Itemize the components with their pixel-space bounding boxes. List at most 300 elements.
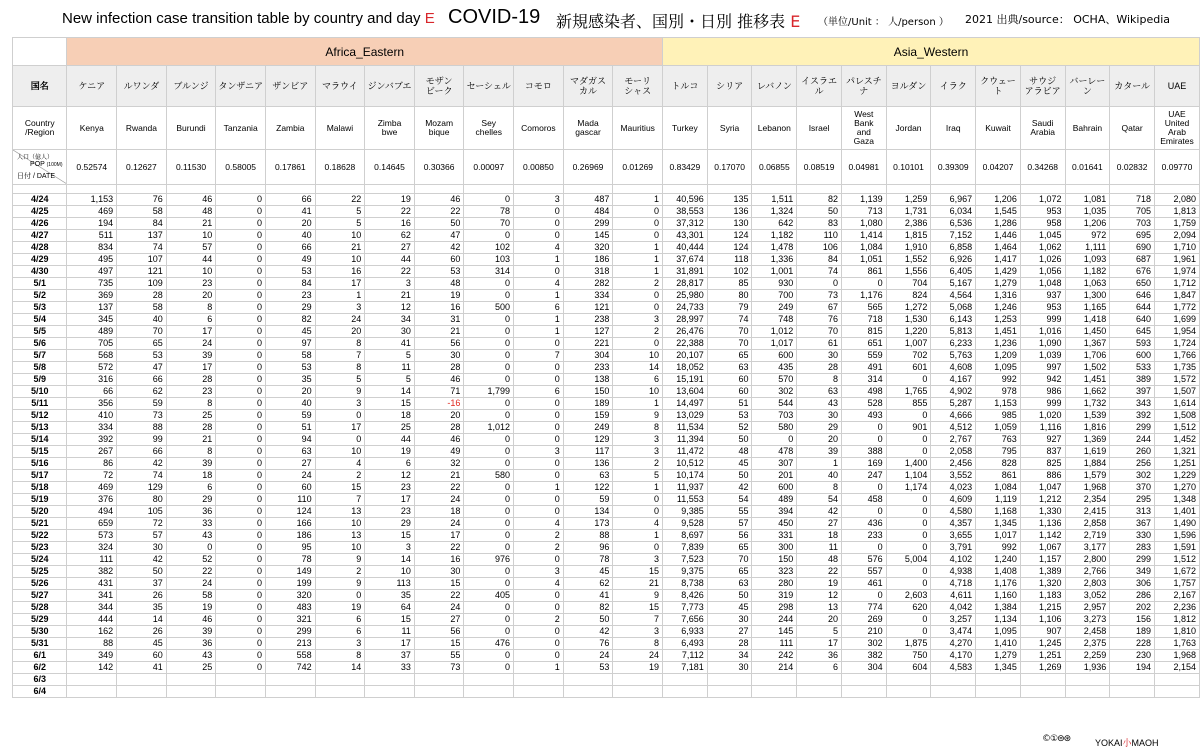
country-name-en: Syria: [707, 107, 752, 150]
spacer-cell: [166, 185, 216, 194]
case-cell: 1,478: [752, 242, 797, 254]
case-cell: 392: [67, 434, 117, 446]
case-cell: 1,451: [1065, 374, 1110, 386]
case-cell: 0: [514, 506, 564, 518]
table-row: [13, 590, 1200, 602]
spacer-cell: [13, 185, 67, 194]
case-cell: 855: [886, 398, 931, 410]
case-cell: 63: [797, 386, 842, 398]
case-cell: 1,710: [1154, 242, 1199, 254]
case-cell: 50: [117, 566, 167, 578]
case-cell: 1,512: [1154, 554, 1199, 566]
case-cell: 544: [752, 398, 797, 410]
case-cell: 2: [514, 542, 564, 554]
case-cell: 837: [1020, 446, 1065, 458]
case-cell: 135: [707, 194, 752, 206]
country-name-en: Malawi: [315, 107, 365, 150]
case-cell: 1,245: [1020, 638, 1065, 650]
case-cell: 19: [166, 602, 216, 614]
case-cell: 14: [613, 362, 663, 374]
case-cell: 142: [67, 662, 117, 674]
case-cell: 65: [707, 566, 752, 578]
case-cell: 102: [707, 266, 752, 278]
case-cell: 30: [117, 542, 167, 554]
case-cell: 1,157: [1020, 554, 1065, 566]
case-cell: 66: [67, 386, 117, 398]
case-cell: 1,236: [976, 338, 1021, 350]
case-cell: 1,367: [1065, 338, 1110, 350]
case-cell: 0: [216, 662, 266, 674]
case-cell: 942: [1020, 374, 1065, 386]
case-cell: [1065, 674, 1110, 686]
case-cell: 1,016: [1020, 326, 1065, 338]
case-cell: 774: [841, 602, 886, 614]
case-cell: 103: [464, 254, 514, 266]
date-cell: 5/3: [13, 302, 67, 314]
case-cell: 1,490: [1154, 518, 1199, 530]
case-cell: 31: [414, 314, 464, 326]
case-cell: 23: [166, 278, 216, 290]
case-cell: 4: [514, 578, 564, 590]
date-cell: 5/8: [13, 362, 67, 374]
case-cell: 249: [563, 422, 613, 434]
case-cell: 14,497: [663, 398, 708, 410]
case-cell: 48: [414, 278, 464, 290]
table-row: [13, 674, 1200, 686]
case-cell: 30: [797, 350, 842, 362]
case-cell: 63: [266, 446, 316, 458]
case-cell: 985: [976, 410, 1021, 422]
date-cell: 5/7: [13, 350, 67, 362]
case-cell: 2,766: [1065, 566, 1110, 578]
case-cell: 1,048: [1020, 278, 1065, 290]
case-cell: [117, 674, 167, 686]
case-cell: 1,614: [1154, 398, 1199, 410]
case-cell: 324: [67, 542, 117, 554]
case-cell: 27: [707, 626, 752, 638]
case-cell: 494: [67, 506, 117, 518]
country-name-jp: モザン ビーク: [414, 66, 464, 107]
case-cell: 0: [216, 530, 266, 542]
case-cell: 0: [464, 482, 514, 494]
date-cell: 5/9: [13, 374, 67, 386]
population-cell: 0.10101: [886, 150, 931, 185]
date-cell: 5/30: [13, 626, 67, 638]
case-cell: 489: [67, 326, 117, 338]
case-cell: 1,579: [1065, 470, 1110, 482]
case-cell: 992: [976, 542, 1021, 554]
case-cell: 22: [315, 194, 365, 206]
case-cell: 30: [365, 326, 415, 338]
case-cell: 0: [514, 554, 564, 566]
case-cell: 703: [752, 410, 797, 422]
country-name-jp: ヨルダン: [886, 66, 931, 107]
case-cell: 15: [365, 530, 415, 542]
case-cell: 2,800: [1065, 554, 1110, 566]
country-name-en: Burundi: [166, 107, 216, 150]
case-cell: 136: [707, 206, 752, 218]
date-cell: 5/21: [13, 518, 67, 530]
case-cell: 1,017: [752, 338, 797, 350]
case-cell: 0: [841, 482, 886, 494]
case-cell: 0: [216, 338, 266, 350]
country-name-en: Zambia: [266, 107, 316, 150]
case-cell: 45: [563, 566, 613, 578]
case-cell: 1,259: [886, 194, 931, 206]
case-cell: 1,012: [752, 326, 797, 338]
case-cell: 1,001: [752, 266, 797, 278]
case-cell: 1,418: [1065, 314, 1110, 326]
population-cell: 0.00850: [514, 150, 564, 185]
case-cell: 37: [117, 578, 167, 590]
country-name-jp: ザンビア: [266, 66, 316, 107]
case-cell: 214: [752, 662, 797, 674]
case-cell: 56: [414, 626, 464, 638]
case-cell: 0: [216, 254, 266, 266]
case-cell: 0: [514, 374, 564, 386]
population-cell: 0.08519: [797, 150, 842, 185]
case-cell: 483: [266, 602, 316, 614]
case-cell: 11: [365, 362, 415, 374]
case-cell: 5,763: [931, 350, 976, 362]
case-cell: 0: [216, 206, 266, 218]
case-cell: 388: [841, 446, 886, 458]
population-cell: 0.14645: [365, 150, 415, 185]
spacer-cell: [216, 185, 266, 194]
case-cell: 1,619: [1065, 446, 1110, 458]
case-cell: 4: [514, 518, 564, 530]
case-cell: 1: [514, 326, 564, 338]
case-cell: 0: [514, 266, 564, 278]
case-cell: 70: [707, 326, 752, 338]
case-cell: 36: [797, 650, 842, 662]
case-cell: [166, 686, 216, 698]
case-cell: 22: [365, 266, 415, 278]
case-cell: 2,154: [1154, 662, 1199, 674]
case-cell: 20,107: [663, 350, 708, 362]
table-row: [13, 506, 1200, 518]
case-cell: 29: [166, 494, 216, 506]
case-cell: 10: [315, 542, 365, 554]
case-cell: 5,004: [886, 554, 931, 566]
case-cell: 861: [841, 266, 886, 278]
case-cell: 6,536: [931, 218, 976, 230]
date-cell: 5/31: [13, 638, 67, 650]
case-cell: 24: [166, 578, 216, 590]
case-cell: 319: [752, 590, 797, 602]
case-cell: 66: [117, 374, 167, 386]
case-cell: 580: [464, 470, 514, 482]
case-cell: 29: [797, 422, 842, 434]
case-cell: 162: [67, 626, 117, 638]
table-row: [13, 326, 1200, 338]
case-cell: 3: [613, 314, 663, 326]
case-cell: 41: [266, 206, 316, 218]
case-cell: 63: [707, 578, 752, 590]
case-cell: 528: [841, 398, 886, 410]
case-cell: 0: [514, 410, 564, 422]
country-name-jp: サウジ アラビア: [1020, 66, 1065, 107]
case-cell: 117: [563, 446, 613, 458]
case-cell: 0: [464, 530, 514, 542]
case-cell: 88: [67, 638, 117, 650]
case-cell: 51: [707, 398, 752, 410]
case-cell: 4,042: [931, 602, 976, 614]
case-cell: 8: [797, 482, 842, 494]
case-cell: 73: [414, 662, 464, 674]
case-cell: 992: [976, 374, 1021, 386]
region-asia: Asia_Western: [663, 38, 1200, 66]
case-cell: 742: [266, 662, 316, 674]
case-cell: 26: [117, 590, 167, 602]
case-cell: 3,552: [931, 470, 976, 482]
case-cell: 344: [67, 602, 117, 614]
pop-unit-label: (100M): [46, 162, 63, 168]
case-cell: 267: [67, 446, 117, 458]
table-row: [13, 458, 1200, 470]
case-cell: 0: [464, 350, 514, 362]
country-name-en: UAE United Arab Emirates: [1154, 107, 1199, 150]
case-cell: 1,215: [1020, 602, 1065, 614]
case-cell: 1,240: [976, 554, 1021, 566]
case-cell: 1,229: [1154, 470, 1199, 482]
case-cell: 36: [166, 506, 216, 518]
case-cell: 9,528: [663, 518, 708, 530]
case-cell: 9: [613, 590, 663, 602]
case-cell: 1,572: [1154, 374, 1199, 386]
date-cell: 5/20: [13, 506, 67, 518]
case-cell: 0: [464, 566, 514, 578]
case-cell: 10: [166, 266, 216, 278]
case-cell: 0: [464, 278, 514, 290]
case-cell: 173: [563, 518, 613, 530]
case-cell: 73: [797, 290, 842, 302]
case-cell: 7,656: [663, 614, 708, 626]
case-cell: 280: [752, 578, 797, 590]
case-cell: 0: [216, 470, 266, 482]
case-cell: 349: [1110, 566, 1155, 578]
table-row: [13, 374, 1200, 386]
case-cell: 55: [414, 650, 464, 662]
case-cell: 0: [216, 290, 266, 302]
case-cell: 110: [266, 494, 316, 506]
case-cell: 695: [1110, 230, 1155, 242]
spacer-cell: [976, 185, 1021, 194]
country-name-en: Zimba bwe: [365, 107, 415, 150]
case-cell: 54: [797, 494, 842, 506]
table-row: [13, 434, 1200, 446]
case-cell: 2,858: [1065, 518, 1110, 530]
case-cell: 32: [414, 458, 464, 470]
case-cell: 313: [1110, 506, 1155, 518]
case-cell: 1,772: [1154, 302, 1199, 314]
case-cell: 194: [1110, 662, 1155, 674]
case-cell: 600: [752, 482, 797, 494]
case-cell: 18: [797, 530, 842, 542]
header-kuni: 国名: [13, 66, 67, 107]
case-cell: 1,174: [886, 482, 931, 494]
case-cell: 48: [797, 554, 842, 566]
case-cell: 0: [216, 218, 266, 230]
case-cell: 35: [117, 602, 167, 614]
population-cell: 0.12627: [117, 150, 167, 185]
case-cell: 7: [315, 494, 365, 506]
case-cell: [216, 686, 266, 698]
date-cell: 4/29: [13, 254, 67, 266]
case-cell: 1,464: [976, 242, 1021, 254]
case-cell: 50: [707, 590, 752, 602]
case-cell: 0: [886, 626, 931, 638]
case-cell: 382: [841, 650, 886, 662]
case-cell: 5,813: [931, 326, 976, 338]
case-cell: 1: [514, 482, 564, 494]
case-cell: 5: [797, 626, 842, 638]
case-cell: 10: [315, 230, 365, 242]
case-cell: 72: [67, 470, 117, 482]
case-cell: 0: [216, 542, 266, 554]
case-cell: 25: [166, 662, 216, 674]
country-name-en: Iraq: [931, 107, 976, 150]
case-cell: 0: [464, 650, 514, 662]
case-cell: 286: [1110, 590, 1155, 602]
case-cell: 40: [266, 230, 316, 242]
case-cell: 1,246: [976, 302, 1021, 314]
case-cell: 40,596: [663, 194, 708, 206]
country-name-en: Mada gascar: [563, 107, 613, 150]
case-cell: 30: [414, 350, 464, 362]
case-cell: 299: [563, 218, 613, 230]
spacer-cell: [514, 185, 564, 194]
case-cell: 1,039: [1020, 350, 1065, 362]
case-cell: 1,596: [1154, 530, 1199, 542]
case-cell: 66: [117, 446, 167, 458]
table-row: [13, 662, 1200, 674]
spacer-cell: [931, 185, 976, 194]
country-name-jp: トルコ: [663, 66, 708, 107]
case-cell: 314: [464, 266, 514, 278]
country-name-jp: パレスチナ: [841, 66, 886, 107]
case-cell: 382: [67, 566, 117, 578]
case-cell: 166: [266, 518, 316, 530]
case-cell: 2: [613, 278, 663, 290]
case-cell: 0: [464, 626, 514, 638]
case-cell: 283: [1110, 542, 1155, 554]
case-cell: 42: [707, 482, 752, 494]
case-cell: 1,414: [841, 230, 886, 242]
pop-label-text: POP: [30, 161, 45, 168]
case-cell: 0: [216, 590, 266, 602]
case-cell: 10: [613, 350, 663, 362]
case-cell: 557: [841, 566, 886, 578]
case-cell: 2,094: [1154, 230, 1199, 242]
spacer-cell: [841, 185, 886, 194]
case-cell: 0: [464, 494, 514, 506]
case-cell: [613, 686, 663, 698]
case-cell: 8,697: [663, 530, 708, 542]
case-cell: 37,674: [663, 254, 708, 266]
case-cell: 0: [514, 590, 564, 602]
date-cell: 6/4: [13, 686, 67, 698]
case-cell: 22: [365, 206, 415, 218]
case-cell: 650: [1110, 278, 1155, 290]
case-cell: 15: [414, 638, 464, 650]
case-cell: 56: [414, 338, 464, 350]
case-cell: 5: [365, 374, 415, 386]
case-cell: 9: [613, 410, 663, 422]
case-cell: 0: [216, 506, 266, 518]
case-cell: 642: [752, 218, 797, 230]
header-country-region: Country /Region: [13, 107, 67, 150]
case-cell: 1,507: [1154, 386, 1199, 398]
case-cell: 0: [514, 422, 564, 434]
case-cell: 436: [841, 518, 886, 530]
date-cell: 5/23: [13, 542, 67, 554]
country-name-jp: ブルンジ: [166, 66, 216, 107]
case-cell: 484: [563, 206, 613, 218]
case-cell: 74: [707, 314, 752, 326]
case-cell: [663, 674, 708, 686]
case-cell: 1: [613, 398, 663, 410]
case-cell: [67, 674, 117, 686]
table-row: [13, 470, 1200, 482]
case-cell: 0: [841, 542, 886, 554]
date-cell: 4/25: [13, 206, 67, 218]
case-cell: 4: [613, 518, 663, 530]
case-cell: 1,007: [886, 338, 931, 350]
case-cell: [464, 674, 514, 686]
case-cell: 70: [707, 338, 752, 350]
case-cell: 1,389: [1020, 566, 1065, 578]
case-cell: 43: [166, 530, 216, 542]
case-cell: 22: [414, 482, 464, 494]
title-unit: （単位/Unit ： 人/person ）: [818, 17, 949, 28]
case-cell: 953: [1020, 302, 1065, 314]
case-cell: [1154, 674, 1199, 686]
case-cell: 10: [613, 386, 663, 398]
case-cell: 1,511: [752, 194, 797, 206]
case-cell: 6: [514, 302, 564, 314]
case-cell: 45: [707, 602, 752, 614]
case-cell: 10: [315, 254, 365, 266]
case-cell: 997: [1020, 362, 1065, 374]
case-cell: 0: [841, 422, 886, 434]
case-cell: 2: [315, 566, 365, 578]
case-cell: 7,181: [663, 662, 708, 674]
case-cell: 1,452: [1154, 434, 1199, 446]
case-cell: 64: [365, 602, 415, 614]
case-cell: 0: [613, 206, 663, 218]
case-cell: 0: [514, 458, 564, 470]
case-cell: 1,090: [1020, 338, 1065, 350]
case-cell: 298: [752, 602, 797, 614]
case-cell: 34: [707, 650, 752, 662]
date-cell: 5/17: [13, 470, 67, 482]
case-cell: 21: [315, 242, 365, 254]
case-cell: 28: [707, 638, 752, 650]
case-cell: 46: [414, 434, 464, 446]
case-cell: 1,020: [1020, 410, 1065, 422]
case-cell: 1,072: [1020, 194, 1065, 206]
case-cell: 70: [797, 326, 842, 338]
case-cell: 405: [464, 590, 514, 602]
case-cell: 376: [67, 494, 117, 506]
case-cell: 242: [752, 650, 797, 662]
case-cell: 85: [707, 278, 752, 290]
case-cell: 28: [414, 362, 464, 374]
case-cell: 6: [166, 314, 216, 326]
case-cell: 0: [464, 518, 514, 530]
case-cell: 533: [1110, 362, 1155, 374]
